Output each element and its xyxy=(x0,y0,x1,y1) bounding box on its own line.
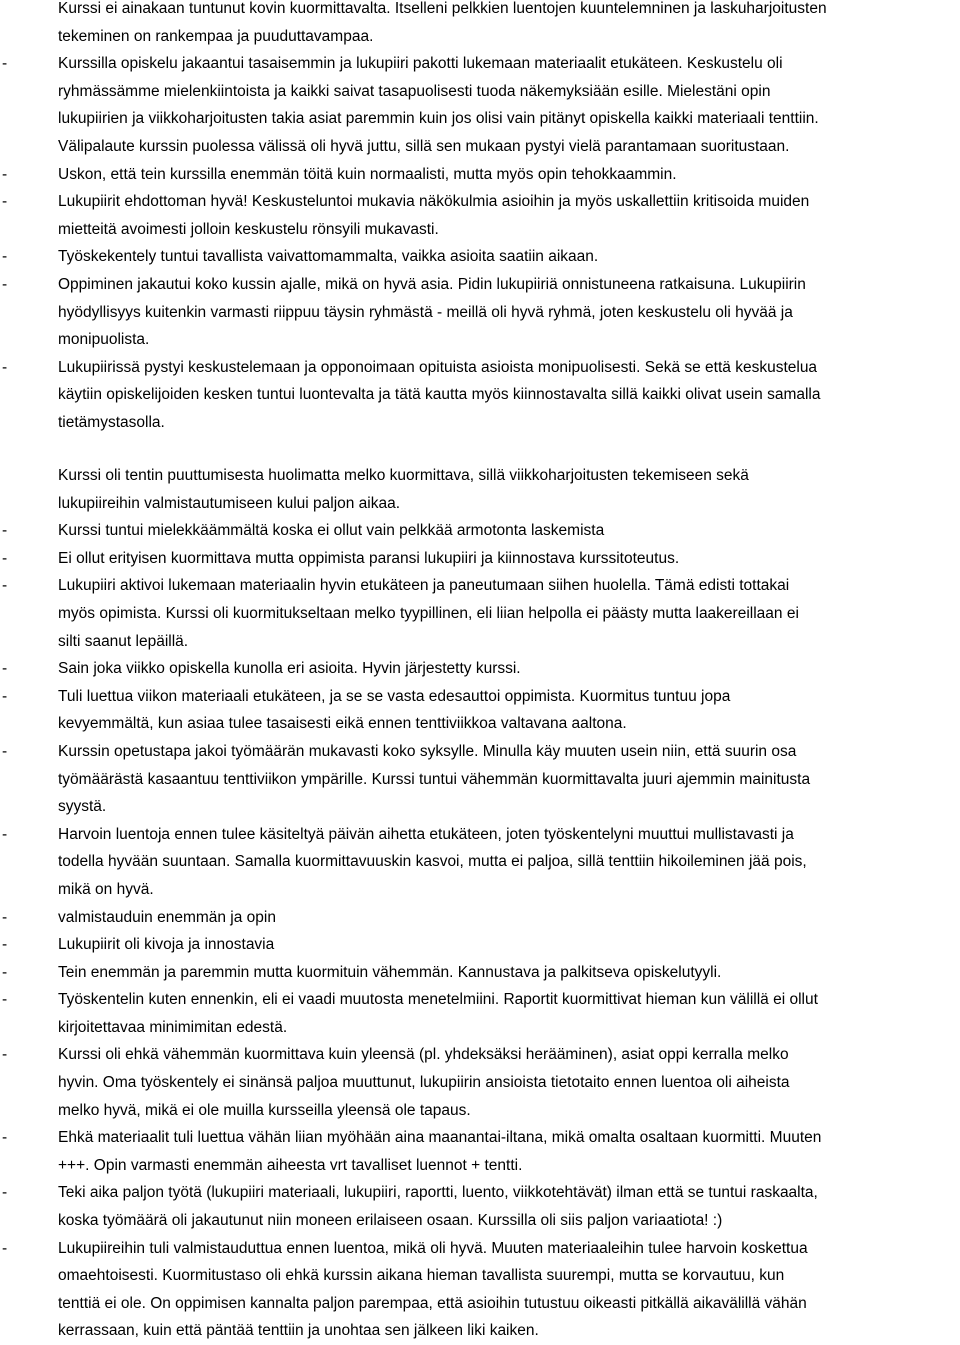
text-line: Kurssi ei ainakaan tuntunut kovin kuormittavalta. Itselleni pelkkien luentojen kuuntelemninen ja laskuharjoitusten xyxy=(58,0,827,17)
text-line: - Ehkä materiaalit tuli luettua vähän liian myöhään aina maanantai-iltana, mikä omalta osaltaan kuormitti. Muuten xyxy=(58,1129,822,1147)
text-line: - Tuli luettua viikon materiaali etukäteen, ja se se vasta edesauttoi oppimista. Kuormitus tuntuu jopa xyxy=(58,687,731,705)
text-line: - Lukupiirit ehdottoman hyvä! Keskusteluntoi mukavia näkökulmia asioihin ja myös uskallettiin kritisoida muiden xyxy=(58,193,810,211)
text-line: kevyemmältä, kun asiaa tulee tasaisesti eikä ennen tenttiviikkoa valtavana aaltona. xyxy=(58,715,627,733)
list-item xyxy=(0,161,960,189)
text-line: kirjoitettavaa minimimitan edestä. xyxy=(58,1018,288,1036)
text-line: - Lukupiirit oli kivoja ja innostavia xyxy=(58,936,275,954)
text-line: silti saanut lepäillä. xyxy=(58,632,189,650)
text-line: mikä on hyvä. xyxy=(58,880,154,898)
text-line: - Uskon, että tein kurssilla enemmän töitä kuin normaalisti, mutta myös opin tehokkaammin. xyxy=(58,165,677,183)
list-item xyxy=(0,986,960,1041)
text-line: - Teki aika paljon työtä (lukupiiri materiaali, lukupiiri, raportti, luento, viikkotehtävät) ilman että se tuntui raskaalta, xyxy=(58,1184,818,1202)
text-line: ryhmässämme mielenkiintoista ja kaikki saivat tasapuolisesti tuoda näkemyksiään esille. Mielestäni opin xyxy=(58,82,771,100)
text-line: tenttiä ei ole. On oppimisen kannalta paljon parempaa, että asioihin tutustuu oikeasti pitkällä aikavälillä vähän xyxy=(58,1294,807,1312)
paragraph xyxy=(0,0,960,50)
text-line: tekeminen on rankempaa ja puuduttavampaa. xyxy=(58,27,374,45)
list-item xyxy=(0,50,960,160)
text-line: - Lukupiirissä pystyi keskustelemaan ja opponoimaan opituista asioista monipuolisesti. Sekä se että keskustelua xyxy=(58,358,818,376)
text-line: työmäärästä kasaantuu tenttiviikon ympärille. Kurssi tuntui vähemmän kuormittavalta juuri ajemmin mainitusta xyxy=(58,770,811,788)
list-item xyxy=(0,243,960,271)
list-item xyxy=(0,271,960,354)
text-line: - Oppiminen jakautui koko kussin ajalle, mikä on hyvä asia. Pidin lukupiiriä onnistuneena ratkaisuna. Lukupiirin xyxy=(58,275,806,293)
text-line: syystä. xyxy=(58,798,107,816)
list-item xyxy=(0,572,960,655)
text-line: - valmistauduin enemmän ja opin xyxy=(58,908,276,926)
text-line: tietämystasolla. xyxy=(58,413,165,431)
paragraph xyxy=(0,462,960,517)
list-item xyxy=(0,931,960,959)
list-item xyxy=(0,1041,960,1124)
text-line: Kurssi oli tentin puuttumisesta huolimatta melko kuormittava, sillä viikkoharjoitusten tekemiseen sekä xyxy=(58,467,749,484)
list-item xyxy=(0,1235,960,1345)
text-line: - Kurssilla opiskelu jakaantui tasaisemmin ja lukupiiri pakotti lukemaan materiaalit etukäteen. Keskustelu oli xyxy=(58,55,783,73)
text-line: kerrassaan, kuin että päntää tenttiin ja unohtaa sen jälkeen liki kaiken. xyxy=(58,1322,539,1340)
text-line: Välipalaute kurssin puolessa välissä oli hyvä juttu, sillä sen mukaan pystyi vielä parantamaan suoritustaan. xyxy=(58,137,790,155)
text-line: - Lukupiireihin tuli valmistauduttua ennen luentoa, mikä oli hyvä. Muuten materiaaleihin tulee harvoin koskettua xyxy=(58,1239,808,1257)
list-item xyxy=(0,188,960,243)
text-line: mietteitä avoimesti jolloin keskustelu rönsyili mukavasti. xyxy=(58,220,439,238)
text-line: - Harvoin luentoja ennen tulee käsiteltyä päivän aihetta etukäteen, joten työskentelyni muuttui mullistavasti ja xyxy=(58,825,794,843)
list-item xyxy=(0,517,960,545)
text-line: myös opimista. Kurssi oli kuormitukseltaan melko tyypillinen, eli liian helpolla ei päästy mutta laakereillaan ei xyxy=(58,604,799,622)
text-line: - Lukupiiri aktivoi lukemaan materiaalin hyvin etukäteen ja paneutumaan siihen huolella. Tämä edisti tottakai xyxy=(58,577,790,595)
text-line: - Työskentelin kuten ennenkin, eli ei vaadi muutosta menetelmiini. Raportit kuormittivat hieman kun välillä ei ollut xyxy=(58,991,818,1009)
text-line: melko hyvä, mikä ei ole muilla kursseilla yleensä ole tapaus. xyxy=(58,1101,471,1119)
text-line: +++. Opin varmasti enemmän aiheesta vrt tavalliset luennot + tentti. xyxy=(58,1156,523,1174)
text-line: omaehtoisesti. Kuormitustaso oli ehkä kurssin aikana hieman tavallista suurempi, mutta se korvautuu, kun xyxy=(58,1267,785,1285)
text-line: lukupiireihin valmistautumiseen kului paljon aikaa. xyxy=(58,494,401,512)
feedback-section-2 xyxy=(0,462,960,1345)
list-item xyxy=(0,738,960,821)
text-line: todella hyvään suuntaan. Samalla kuormittavuuskin kasvoi, mutta ei paljoa, sillä tenttiin hikoileminen jää pois, xyxy=(58,853,807,871)
list-item xyxy=(0,655,960,683)
list-item xyxy=(0,821,960,904)
text-line: koska työmäärä oli jakautunut niin moneen erilaiseen osaan. Kurssilla oli siis paljon variaatiota! :) xyxy=(58,1212,723,1230)
feedback-section-1 xyxy=(0,0,960,437)
text-line: - Kurssin opetustapa jakoi työmäärän mukavasti koko syksylle. Minulla käy muuten usein niin, että suurin osa xyxy=(58,742,797,760)
text-line: lukupiirien ja viikkoharjoitusten takia asiat paremmin kuin jos olisi vain pitänyt opiskella kaikki materiaali tenttiin. xyxy=(58,110,819,128)
text-line: käytiin opiskelijoiden kesken tuntui luontevalta ja tätä kautta myös kiinnostavalta sillä kaikki olivat usein samalla xyxy=(58,386,821,404)
list-item xyxy=(0,1124,960,1179)
text-line: - Työskekentely tuntui tavallista vaivattomammalta, vaikka asioita saatiin aikaan. xyxy=(58,248,599,266)
text-line: monipuolista. xyxy=(58,331,150,349)
text-line: - Ei ollut erityisen kuormittava mutta oppimista paransi lukupiiri ja kiinnostava kurssitoteutus. xyxy=(58,549,680,567)
list-item xyxy=(0,354,960,437)
list-item xyxy=(0,959,960,987)
text-line: - Kurssi oli ehkä vähemmän kuormittava kuin yleensä (pl. yhdeksäksi herääminen), asiat oppi kerralla melko xyxy=(58,1046,789,1064)
list-item xyxy=(0,1179,960,1234)
text-line: - Sain joka viikko opiskella kunolla eri asioita. Hyvin järjestetty kurssi. xyxy=(58,660,521,678)
list-item xyxy=(0,683,960,738)
list-item xyxy=(0,545,960,573)
text-line: hyödyllisyys kuitenkin varmasti riippuu täysin ryhmästä - meillä oli hyvä ryhmä, joten keskustelu oli hyvää ja xyxy=(58,303,793,321)
text-line: - Kurssi tuntui mielekkäämmältä koska ei ollut vain pelkkää armotonta laskemista xyxy=(58,522,605,540)
list-item xyxy=(0,904,960,932)
text-line: - Tein enemmän ja paremmin mutta kuormituin vähemmän. Kannustava ja palkitseva opiskelutyyli. xyxy=(58,963,722,981)
text-line: hyvin. Oma työskentely ei sinänsä paljoa muuttunut, lukupiirin ansioista tietotaito ennen luentoa oli aiheista xyxy=(58,1074,790,1092)
